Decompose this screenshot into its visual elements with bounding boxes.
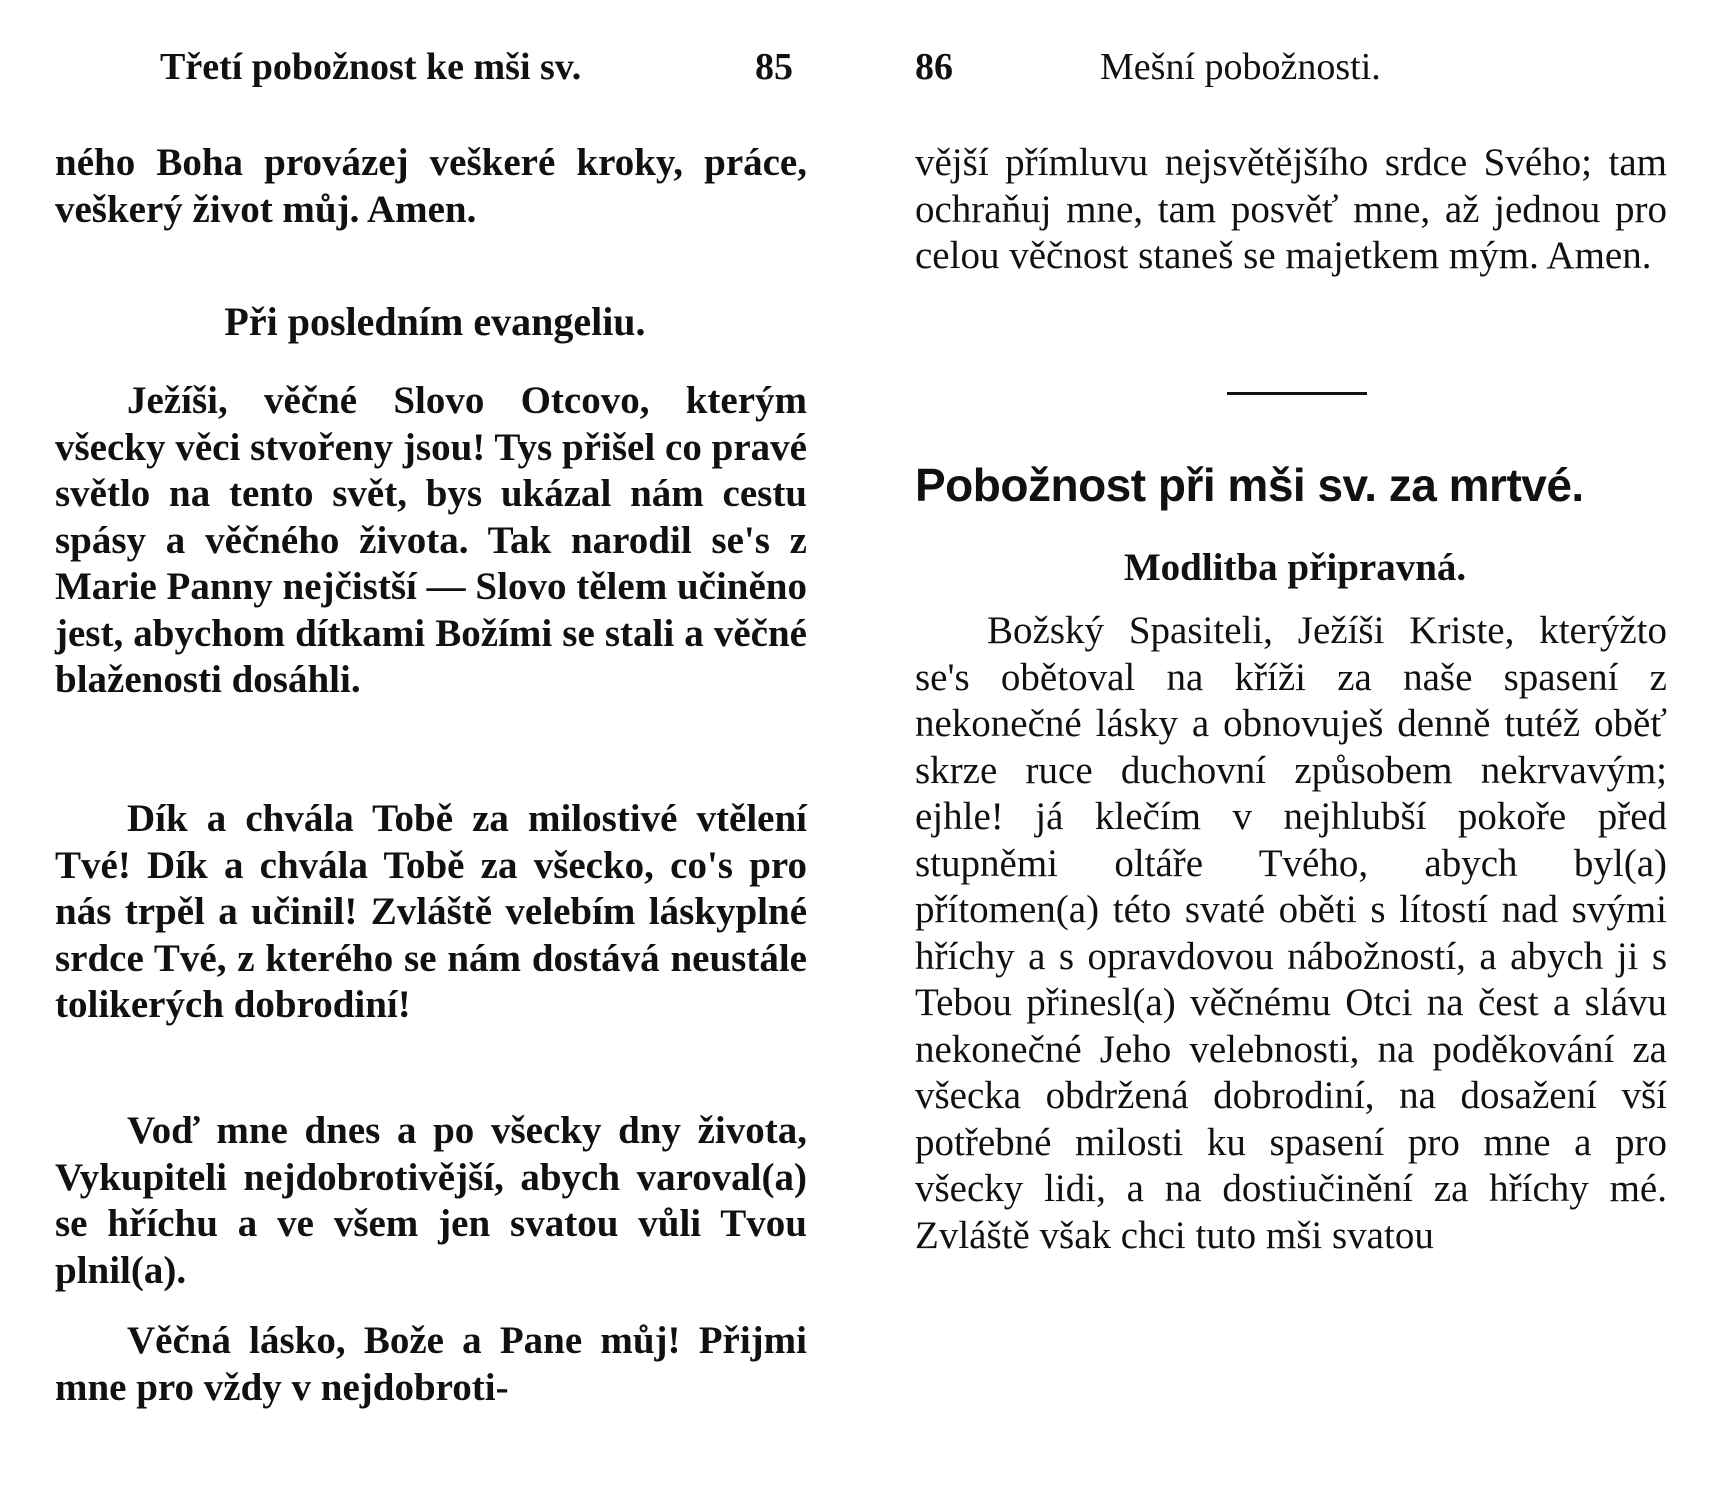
left-paragraph-4: Věčná lásko, Bože a Pane můj! Přijmi mne pro vždy v nejdobroti- xyxy=(55,1319,807,1409)
left-subheading: Při posledním evangeliu. xyxy=(224,299,646,344)
left-paragraph-1-block xyxy=(55,378,807,704)
left-intro-paragraph xyxy=(55,140,807,233)
right-page xyxy=(915,0,1675,1500)
section-title: Pobožnost při mši sv. za mrtvé. xyxy=(915,459,1584,511)
section-divider-rule xyxy=(1227,392,1367,395)
left-paragraph-2: Dík a chvála Tobě za milostivé vtělení Tvé! Dík a chvála Tobě za všecko, co's pro nás trpěl a učinil! Zvláště velebím láskyplné srdce Tvé, z kterého se nám dostává neustále tolikerých dobrodiní! xyxy=(55,797,807,1026)
left-paragraph-3: Voď mne dnes a po všecky dny života, Vykupiteli nejdobrotivější, abych varoval(a) se hříchu a ve všem jen svatou vůli Tvou plnil(a). xyxy=(55,1109,807,1292)
right-intro-text: vější přímluvu nejsvětějšího srdce Svého; tam ochraňuj mne, tam posvěť mne, až jednou pro celou věčnost staneš se majetkem mým. Amen. xyxy=(915,141,1667,277)
right-page-number: 86 xyxy=(915,46,953,88)
left-paragraph-3-block xyxy=(55,1108,807,1294)
left-page-number: 85 xyxy=(755,46,793,88)
left-running-title: Třetí pobožnost ke mši sv. xyxy=(160,46,582,88)
right-paragraph-1-block xyxy=(915,608,1667,1259)
left-paragraph-2-block xyxy=(55,796,807,1029)
left-paragraph-4-block xyxy=(55,1318,807,1411)
right-running-title: Mešní pobožnosti. xyxy=(1100,46,1381,88)
right-subheading: Modlitba připravná. xyxy=(1123,546,1467,589)
left-intro-text: ného Boha provázej veškeré kroky, práce, veškerý život můj. Amen. xyxy=(55,141,807,231)
left-paragraph-1: Ježíši, věčné Slovo Otcovo, kterým všecky věci stvořeny jsou! Tys přišel co pravé světlo na tento svět, bys ukázal nám cestu spásy a věčného života. Tak narodil se's z Marie Panny nejčistší — Slovo tělem učiněno jest, abychom dítkami Božími se stali a věčné blaženosti dosáhli. xyxy=(55,379,807,701)
right-intro-paragraph xyxy=(915,140,1667,280)
left-page xyxy=(55,0,815,1500)
right-paragraph-1: Božský Spasiteli, Ježíši Kriste, kterýžto se's obětoval na kříži za naše spasení z nekonečné lásky a obnovuješ denně tutéž oběť skrze ruce duchovní způsobem nekrvavým; ejhle! já klečím v nejhlubší pokoře před stupněmi oltáře Tvého, abych byl(a) přítomen(a) této svaté oběti s lítostí nad svými hříchy a s opravdovou nábožností, a abych ji s Tebou přinesl(a) věčnému Otci na čest a slávu nekonečné Jeho velebnosti, na poděkování za všecka obdržená dobrodiní, na dosažení vší potřebné milosti ku spasení pro mne a pro všecky lidi, a na dostiučinění za hříchy mé. Zvláště však chci tuto mši svatou xyxy=(915,609,1667,1257)
